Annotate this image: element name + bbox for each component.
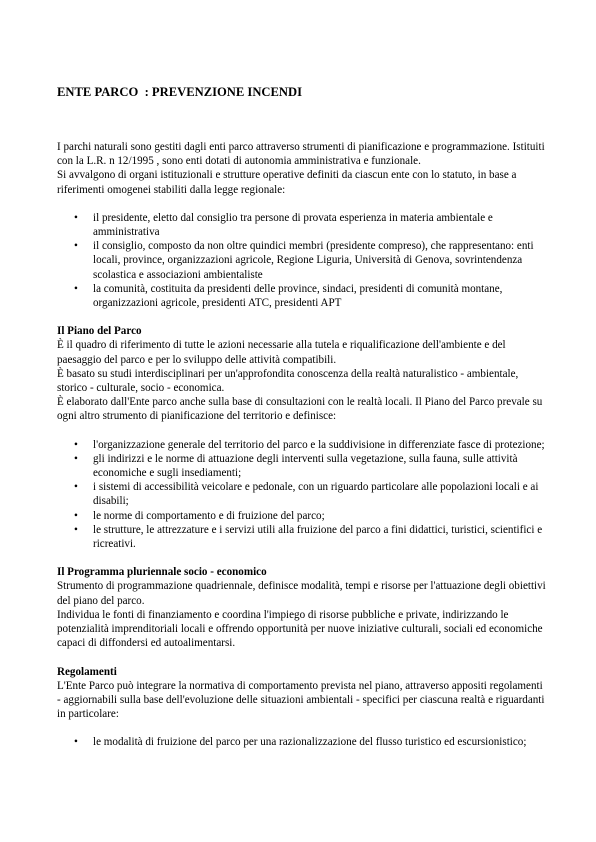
list-item: • la comunità, costituita da presidenti delle province, sindaci, presidenti di comunità montane, organizzazioni agricole, presidenti ATC, presidenti APT	[74, 282, 503, 310]
section-heading-programma: Il Programma pluriennale socio - economico	[57, 566, 267, 579]
bullet-icon: •	[74, 736, 78, 749]
list-item: • il consiglio, composto da non oltre quindici membri (presidente compreso), che rappresentano: enti locali, province, organizzazioni agricole, Regione Liguria, Università di Genova, sovrintendenza scolastica e associazioni ambientaliste	[74, 240, 534, 281]
page-title: ENTE PARCO : PREVENZIONE INCENDI	[57, 85, 303, 99]
programma-paragraph-1: Strumento di programmazione quadriennale, definisce modalità, tempi e risorse per l'attuazione degli obiettivi del piano del parco.	[57, 580, 546, 607]
organs-list	[57, 211, 547, 310]
document-body	[57, 84, 547, 750]
section-heading-regolamenti: Regolamenti	[57, 665, 117, 678]
bullet-icon: •	[74, 211, 78, 224]
bullet-icon: •	[74, 452, 78, 465]
bullet-icon: •	[74, 481, 78, 494]
list-item: • le strutture, le attrezzature e i servizi utili alla fruizione del parco a fini didattici, turistici, scientifici e ricreativi.	[74, 523, 543, 551]
bullet-icon: •	[74, 509, 78, 522]
programma-paragraph-2: Individua le fonti di finanziamento e coordina l'impiego di risorse pubbliche e private, indirizzando le potenzialità imprenditoriali locali e offrendo opportunità per nuove iniziative culturali, sociali ed economiche capaci di diffondersi ed autoalimentarsi.	[57, 608, 543, 650]
list-item: • l'organizzazione generale del territorio del parco e la suddivisione in differenziate fasce di protezione;	[74, 438, 545, 451]
intro-paragraph-2: Si avvalgono di organi istituzionali e strutture operative definiti da ciascun ente con lo statuto, in base a riferimenti omogenei stabiliti dalla legge regionale:	[57, 169, 517, 196]
intro-paragraph-1: I parchi naturali sono gestiti dagli enti parco attraverso strumenti di pianificazione e programmazione. Istituiti con la L.R. n 12/1995 , sono enti dotati di autonomia amministrativa e funzionale.	[57, 141, 545, 168]
bullet-icon: •	[74, 523, 78, 536]
list-item: • le modalità di fruizione del parco per una razionalizzazione del flusso turistico ed escursionistico;	[74, 736, 527, 749]
list-item: • le norme di comportamento e di fruizione del parco;	[74, 509, 325, 522]
piano-paragraph-1: È il quadro di riferimento di tutte le azioni necessarie alla tutela e riqualificazione dell'ambiente e del paesaggio del parco e per lo sviluppo delle attività compatibili.	[57, 339, 506, 366]
piano-list	[57, 438, 547, 552]
list-item: • il presidente, eletto dal consiglio tra persone di provata esperienza in materia ambientale e amministrativa	[74, 211, 493, 239]
regolamenti-list	[57, 735, 547, 749]
piano-paragraph-2: È basato su studi interdisciplinari per un'approfondita conoscenza della realtà naturalistico - ambientale, storico - culturale, socio - economica.	[57, 367, 519, 395]
bullet-icon: •	[74, 240, 78, 253]
regolamenti-paragraph-1: L'Ente Parco può integrare la normativa di comportamento prevista nel piano, attraverso appositi regolamenti - aggiornabili sulla base dell'evoluzione delle situazioni ambientali - specifici per ciascuna realtà e riguardanti in particolare:	[57, 679, 545, 721]
bullet-icon: •	[74, 438, 78, 451]
list-item: • i sistemi di accessibilità veicolare e pedonale, con un riguardo particolare alle popolazioni locali e ai disabili;	[74, 481, 539, 508]
section-heading-piano: Il Piano del Parco	[57, 325, 142, 338]
bullet-icon: •	[74, 282, 78, 295]
piano-paragraph-3: È elaborato dall'Ente parco anche sulla base di consultazioni con le realtà locali. Il Piano del Parco prevale su ogni altro strumento di pianificazione del territorio e definisce:	[57, 396, 543, 423]
list-item: • gli indirizzi e le norme di attuazione degli interventi sulla vegetazione, sulla fauna, sulle attività economiche e sugli insediamenti;	[74, 452, 518, 480]
